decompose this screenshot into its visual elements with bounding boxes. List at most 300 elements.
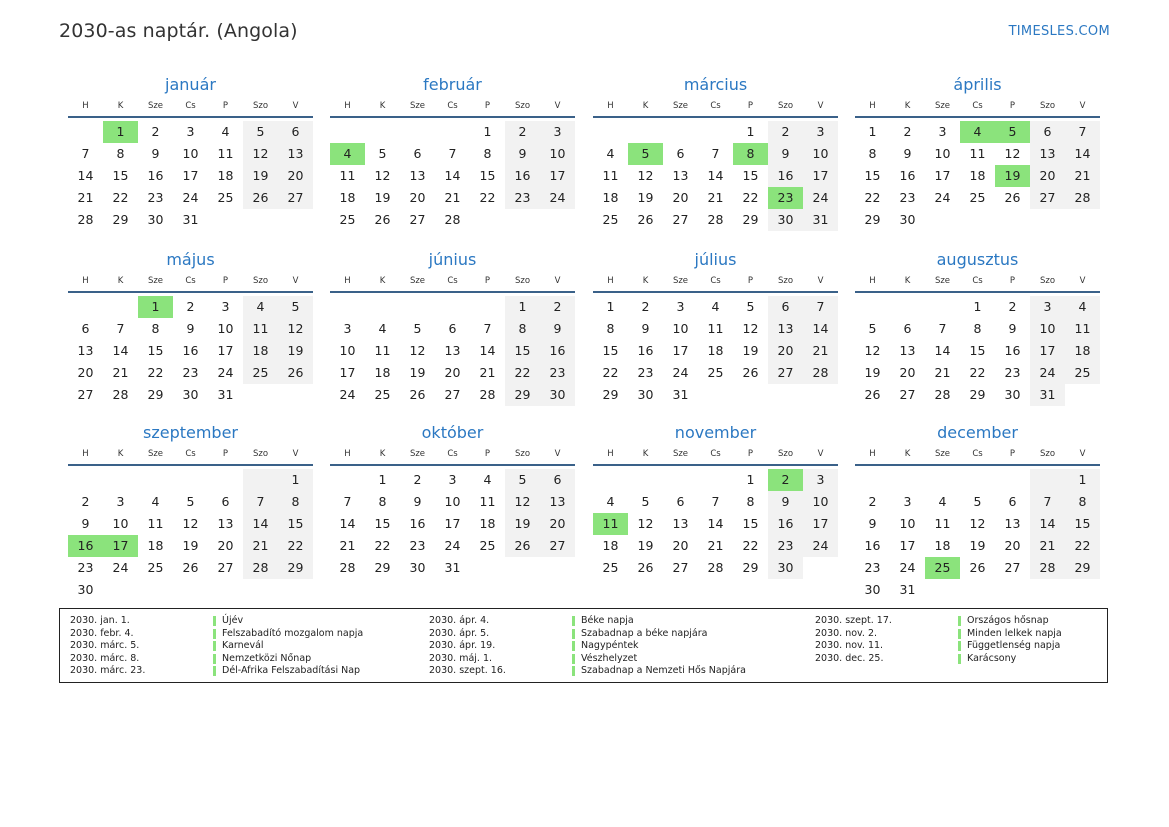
- day-cell: 3: [676, 299, 685, 314]
- day-cell: 12: [637, 168, 654, 183]
- day-cell: 6: [81, 321, 90, 336]
- holiday-day-cell: 5: [628, 143, 663, 165]
- day-cell: 22: [374, 538, 391, 553]
- day-cell: 11: [479, 494, 496, 509]
- weekday-label: Sze: [409, 449, 426, 459]
- empty-day-cell: [243, 384, 278, 406]
- day-cell: 13: [672, 516, 689, 531]
- holiday-date: 2030. szept. 16.: [429, 665, 506, 676]
- empty-day-cell: [925, 209, 960, 231]
- legend-column: [70, 615, 363, 678]
- day-cell: 20: [672, 538, 689, 553]
- day-cell: 6: [768, 296, 803, 318]
- day-cell: 26: [864, 387, 881, 402]
- weekday-label: Cs: [710, 101, 721, 111]
- day-cell: 9: [903, 146, 912, 161]
- empty-day-cell: [698, 121, 733, 143]
- empty-day-cell: [540, 209, 575, 231]
- day-cell: 18: [479, 516, 496, 531]
- day-cell: 15: [602, 343, 619, 358]
- day-cell: 5: [413, 321, 422, 336]
- day-cell: 6: [448, 321, 457, 336]
- day-cell: 3: [221, 299, 230, 314]
- weekday-label: Sze: [672, 101, 689, 111]
- holiday-marker: [213, 616, 216, 626]
- day-cell: 17: [339, 365, 356, 380]
- day-cell: 23: [899, 190, 916, 205]
- day-cell: 11: [707, 321, 724, 336]
- weekday-label: Szo: [777, 101, 794, 111]
- month-name: augusztus: [936, 250, 1019, 269]
- weekday-label: V: [292, 101, 299, 111]
- day-cell: 11: [934, 516, 951, 531]
- day-cell: 19: [278, 340, 313, 362]
- weekday-label: Szo: [777, 276, 794, 286]
- weekday-label: P: [484, 276, 491, 286]
- day-cell: 15: [969, 343, 986, 358]
- day-cell: 27: [768, 362, 803, 384]
- day-cell: 11: [339, 168, 356, 183]
- day-cell: 22: [147, 365, 164, 380]
- empty-day-cell: [960, 469, 995, 491]
- day-cell: 1: [483, 124, 492, 139]
- day-cell: 28: [444, 212, 461, 227]
- day-grid: [330, 296, 575, 406]
- day-cell: 20: [444, 365, 461, 380]
- empty-day-cell: [698, 384, 733, 406]
- month-4: [855, 74, 1100, 231]
- day-cell: 2: [151, 124, 160, 139]
- weekday-label: Szo: [1039, 101, 1056, 111]
- day-cell: 3: [116, 494, 125, 509]
- weekday-label: Cs: [710, 276, 721, 286]
- day-cell: 25: [602, 560, 619, 575]
- day-cell: 1: [378, 472, 387, 487]
- day-cell: 29: [374, 560, 391, 575]
- weekday-label: P: [1009, 101, 1016, 111]
- holiday-date: 2030. nov. 2.: [815, 627, 878, 639]
- weekday-label: V: [554, 449, 561, 459]
- day-cell: 13: [899, 343, 916, 358]
- day-cell: 11: [243, 318, 278, 340]
- day-cell: 28: [243, 557, 278, 579]
- weekday-label: H: [607, 276, 614, 286]
- day-cell: 7: [711, 146, 720, 161]
- empty-day-cell: [365, 296, 400, 318]
- empty-day-cell: [400, 121, 435, 143]
- weekday-label: Szo: [252, 101, 269, 111]
- weekday-header: [855, 271, 1100, 293]
- day-cell: 19: [969, 538, 986, 553]
- day-cell: 3: [1030, 296, 1065, 318]
- empty-day-cell: [208, 579, 243, 601]
- day-cell: 6: [903, 321, 912, 336]
- day-cell: 24: [182, 190, 199, 205]
- day-cell: 2: [641, 299, 650, 314]
- empty-day-cell: [173, 469, 208, 491]
- day-cell: 29: [112, 212, 129, 227]
- day-cell: 13: [409, 168, 426, 183]
- weekday-label: K: [642, 101, 649, 111]
- legend-item: [815, 640, 1062, 653]
- day-cell: 12: [1004, 146, 1021, 161]
- day-cell: 21: [77, 190, 94, 205]
- day-cell: 30: [1004, 387, 1021, 402]
- day-cell: 4: [606, 494, 615, 509]
- empty-day-cell: [1065, 209, 1100, 231]
- holiday-name: Vészhelyzet: [581, 652, 638, 664]
- day-cell: 6: [278, 121, 313, 143]
- day-cell: 14: [243, 513, 278, 535]
- day-cell: 16: [637, 343, 654, 358]
- day-cell: 8: [378, 494, 387, 509]
- day-cell: 24: [672, 365, 689, 380]
- day-grid: [855, 469, 1100, 601]
- day-cell: 13: [540, 491, 575, 513]
- day-cell: 11: [217, 146, 234, 161]
- holiday-marker: [213, 641, 216, 651]
- weekday-label: P: [484, 101, 491, 111]
- weekday-label: Sze: [672, 276, 689, 286]
- day-cell: 27: [540, 535, 575, 557]
- day-cell: 27: [444, 387, 461, 402]
- day-cell: 1: [278, 469, 313, 491]
- day-cell: 13: [1030, 143, 1065, 165]
- empty-day-cell: [243, 579, 278, 601]
- day-cell: 9: [768, 491, 803, 513]
- holiday-marker: [213, 654, 216, 664]
- empty-day-cell: [278, 579, 313, 601]
- day-cell: 27: [77, 387, 94, 402]
- day-cell: 27: [899, 387, 916, 402]
- day-cell: 28: [77, 212, 94, 227]
- month-name: április: [953, 75, 1002, 94]
- empty-day-cell: [103, 579, 138, 601]
- day-cell: 26: [1004, 190, 1021, 205]
- empty-day-cell: [1030, 579, 1065, 601]
- month-name: május: [166, 250, 215, 269]
- holiday-name: Felszabadító mozgalom napja: [222, 627, 364, 639]
- day-cell: 24: [217, 365, 234, 380]
- weekday-label: H: [607, 449, 614, 459]
- day-cell: 29: [505, 384, 540, 406]
- day-cell: 15: [147, 343, 164, 358]
- weekday-label: Cs: [185, 449, 196, 459]
- legend-item: [815, 653, 1062, 666]
- day-cell: 22: [969, 365, 986, 380]
- empty-day-cell: [960, 209, 995, 231]
- day-cell: 29: [969, 387, 986, 402]
- day-cell: 15: [278, 513, 313, 535]
- empty-day-cell: [1030, 209, 1065, 231]
- day-cell: 22: [479, 190, 496, 205]
- empty-day-cell: [925, 296, 960, 318]
- empty-day-cell: [243, 469, 278, 491]
- weekday-label: P: [747, 449, 754, 459]
- day-cell: 14: [112, 343, 129, 358]
- weekday-label: H: [344, 276, 351, 286]
- holiday-date: 2030. nov. 11.: [815, 640, 884, 651]
- month-2: [330, 74, 575, 231]
- day-cell: 26: [505, 535, 540, 557]
- day-cell: 30: [182, 387, 199, 402]
- day-cell: 2: [505, 121, 540, 143]
- empty-day-cell: [138, 469, 173, 491]
- holiday-day-cell: 4: [330, 143, 365, 165]
- weekday-label: K: [642, 276, 649, 286]
- day-cell: 20: [768, 340, 803, 362]
- empty-day-cell: [890, 469, 925, 491]
- day-cell: 31: [899, 582, 916, 597]
- day-cell: 1: [746, 472, 755, 487]
- day-cell: 25: [479, 538, 496, 553]
- day-cell: 31: [217, 387, 234, 402]
- weekday-label: Sze: [147, 449, 164, 459]
- weekday-label: Cs: [447, 449, 458, 459]
- weekday-label: Szo: [514, 449, 531, 459]
- day-cell: 14: [707, 516, 724, 531]
- holiday-date: 2030. szept. 17.: [815, 615, 892, 626]
- month-name: szeptember: [142, 423, 238, 442]
- holiday-date: 2030. febr. 4.: [70, 627, 134, 639]
- holiday-name: Karnevál: [222, 640, 264, 651]
- weekday-label: V: [817, 449, 824, 459]
- weekday-label: K: [642, 449, 649, 459]
- day-cell: 7: [243, 491, 278, 513]
- legend-item: [70, 665, 363, 678]
- day-cell: 16: [505, 165, 540, 187]
- day-cell: 14: [1065, 143, 1100, 165]
- day-cell: 10: [899, 516, 916, 531]
- weekday-label: P: [1009, 276, 1016, 286]
- month-10: [330, 422, 575, 579]
- day-cell: 14: [77, 168, 94, 183]
- day-cell: 20: [899, 365, 916, 380]
- day-cell: 20: [77, 365, 94, 380]
- month-1: [68, 74, 313, 231]
- day-cell: 7: [116, 321, 125, 336]
- day-cell: 3: [803, 469, 838, 491]
- holiday-marker: [572, 629, 575, 639]
- day-cell: 3: [803, 121, 838, 143]
- day-cell: 10: [112, 516, 129, 531]
- holiday-day-cell: 23: [768, 187, 803, 209]
- holiday-marker: [572, 616, 575, 626]
- day-cell: 23: [637, 365, 654, 380]
- day-cell: 25: [339, 212, 356, 227]
- day-cell: 8: [483, 146, 492, 161]
- day-cell: 26: [969, 560, 986, 575]
- empty-day-cell: [663, 469, 698, 491]
- day-cell: 30: [77, 582, 94, 597]
- day-cell: 26: [637, 560, 654, 575]
- day-cell: 27: [1004, 560, 1021, 575]
- day-cell: 4: [221, 124, 230, 139]
- day-cell: 31: [182, 212, 199, 227]
- day-cell: 7: [1065, 121, 1100, 143]
- day-grid: [593, 296, 838, 406]
- month-name: október: [421, 423, 484, 442]
- day-cell: 21: [803, 340, 838, 362]
- day-cell: 16: [768, 165, 803, 187]
- holiday-day-cell: 1: [103, 121, 138, 143]
- day-cell: 17: [217, 343, 234, 358]
- day-cell: 19: [505, 513, 540, 535]
- day-cell: 23: [182, 365, 199, 380]
- empty-day-cell: [768, 384, 803, 406]
- day-cell: 28: [803, 362, 838, 384]
- day-cell: 23: [1004, 365, 1021, 380]
- day-cell: 23: [864, 560, 881, 575]
- day-cell: 9: [540, 318, 575, 340]
- month-11: [593, 422, 838, 579]
- day-cell: 22: [602, 365, 619, 380]
- day-cell: 23: [768, 535, 803, 557]
- weekday-label: Cs: [710, 449, 721, 459]
- weekday-label: V: [817, 101, 824, 111]
- day-cell: 10: [803, 143, 838, 165]
- day-cell: 16: [409, 516, 426, 531]
- month-name: február: [423, 75, 482, 94]
- day-cell: 15: [479, 168, 496, 183]
- day-cell: 24: [934, 190, 951, 205]
- day-cell: 29: [1065, 557, 1100, 579]
- day-cell: 18: [707, 343, 724, 358]
- day-cell: 8: [746, 494, 755, 509]
- day-cell: 18: [934, 538, 951, 553]
- empty-day-cell: [698, 469, 733, 491]
- day-cell: 4: [938, 494, 947, 509]
- day-cell: 18: [243, 340, 278, 362]
- site-link[interactable]: TIMESLES.COM: [1008, 24, 1110, 39]
- holiday-name: Béke napja: [581, 615, 634, 626]
- day-cell: 10: [182, 146, 199, 161]
- empty-day-cell: [68, 469, 103, 491]
- day-grid: [593, 469, 838, 579]
- weekday-header: [68, 444, 313, 466]
- day-grid: [855, 121, 1100, 231]
- legend-item: [815, 615, 1062, 628]
- weekday-label: Cs: [185, 101, 196, 111]
- empty-day-cell: [243, 209, 278, 231]
- day-cell: 9: [1008, 321, 1017, 336]
- weekday-header: [330, 444, 575, 466]
- day-cell: 9: [868, 516, 877, 531]
- holiday-day-cell: 19: [995, 165, 1030, 187]
- weekday-label: V: [554, 101, 561, 111]
- empty-day-cell: [68, 121, 103, 143]
- day-cell: 15: [112, 168, 129, 183]
- day-cell: 31: [672, 387, 689, 402]
- day-cell: 7: [803, 296, 838, 318]
- empty-day-cell: [925, 579, 960, 601]
- day-cell: 2: [540, 296, 575, 318]
- legend-item: [429, 665, 746, 678]
- day-cell: 31: [1030, 384, 1065, 406]
- day-cell: 5: [243, 121, 278, 143]
- weekday-label: K: [117, 101, 124, 111]
- day-cell: 26: [374, 212, 391, 227]
- empty-day-cell: [890, 296, 925, 318]
- day-cell: 21: [707, 190, 724, 205]
- day-cell: 25: [1065, 362, 1100, 384]
- empty-day-cell: [995, 209, 1030, 231]
- weekday-label: Cs: [447, 276, 458, 286]
- day-cell: 5: [278, 296, 313, 318]
- holiday-marker: [958, 616, 961, 626]
- day-cell: 18: [602, 190, 619, 205]
- day-cell: 6: [676, 146, 685, 161]
- day-cell: 19: [409, 365, 426, 380]
- weekday-label: Szo: [252, 449, 269, 459]
- empty-day-cell: [470, 209, 505, 231]
- day-cell: 10: [672, 321, 689, 336]
- legend-column: [429, 615, 746, 678]
- day-cell: 3: [186, 124, 195, 139]
- day-cell: 21: [339, 538, 356, 553]
- holiday-date: 2030. ápr. 4.: [429, 615, 490, 626]
- holiday-day-cell: 4: [960, 121, 995, 143]
- day-cell: 8: [973, 321, 982, 336]
- day-cell: 30: [864, 582, 881, 597]
- day-cell: 5: [973, 494, 982, 509]
- holiday-name: Karácsony: [967, 652, 1017, 664]
- day-cell: 4: [151, 494, 160, 509]
- day-cell: 13: [768, 318, 803, 340]
- day-cell: 29: [602, 387, 619, 402]
- day-cell: 6: [413, 146, 422, 161]
- day-cell: 27: [1030, 187, 1065, 209]
- holiday-name: Szabadnap a Nemzeti Hős Napjára: [581, 665, 746, 676]
- day-cell: 13: [1004, 516, 1021, 531]
- day-cell: 9: [81, 516, 90, 531]
- day-cell: 26: [742, 365, 759, 380]
- weekday-label: K: [379, 101, 386, 111]
- day-cell: 2: [1008, 299, 1017, 314]
- weekday-label: P: [484, 449, 491, 459]
- weekday-label: Sze: [934, 101, 951, 111]
- day-cell: 24: [803, 187, 838, 209]
- holiday-name: Dél-Afrika Felszabadítási Nap: [222, 665, 361, 676]
- day-cell: 10: [217, 321, 234, 336]
- day-cell: 22: [112, 190, 129, 205]
- day-cell: 3: [448, 472, 457, 487]
- empty-day-cell: [505, 209, 540, 231]
- day-cell: 3: [540, 121, 575, 143]
- holiday-day-cell: 5: [995, 121, 1030, 143]
- month-3: [593, 74, 838, 231]
- legend-item: [70, 653, 363, 666]
- holiday-marker: [213, 629, 216, 639]
- empty-day-cell: [470, 296, 505, 318]
- day-cell: 31: [803, 209, 838, 231]
- day-cell: 28: [707, 212, 724, 227]
- weekday-label: Cs: [185, 276, 196, 286]
- day-cell: 18: [969, 168, 986, 183]
- day-cell: 7: [343, 494, 352, 509]
- empty-day-cell: [278, 209, 313, 231]
- day-cell: 4: [1065, 296, 1100, 318]
- weekday-header: [330, 271, 575, 293]
- weekday-label: H: [869, 449, 876, 459]
- day-cell: 23: [77, 560, 94, 575]
- day-cell: 17: [803, 513, 838, 535]
- day-grid: [855, 296, 1100, 406]
- empty-day-cell: [330, 296, 365, 318]
- day-cell: 24: [899, 560, 916, 575]
- day-cell: 29: [742, 560, 759, 575]
- empty-day-cell: [400, 296, 435, 318]
